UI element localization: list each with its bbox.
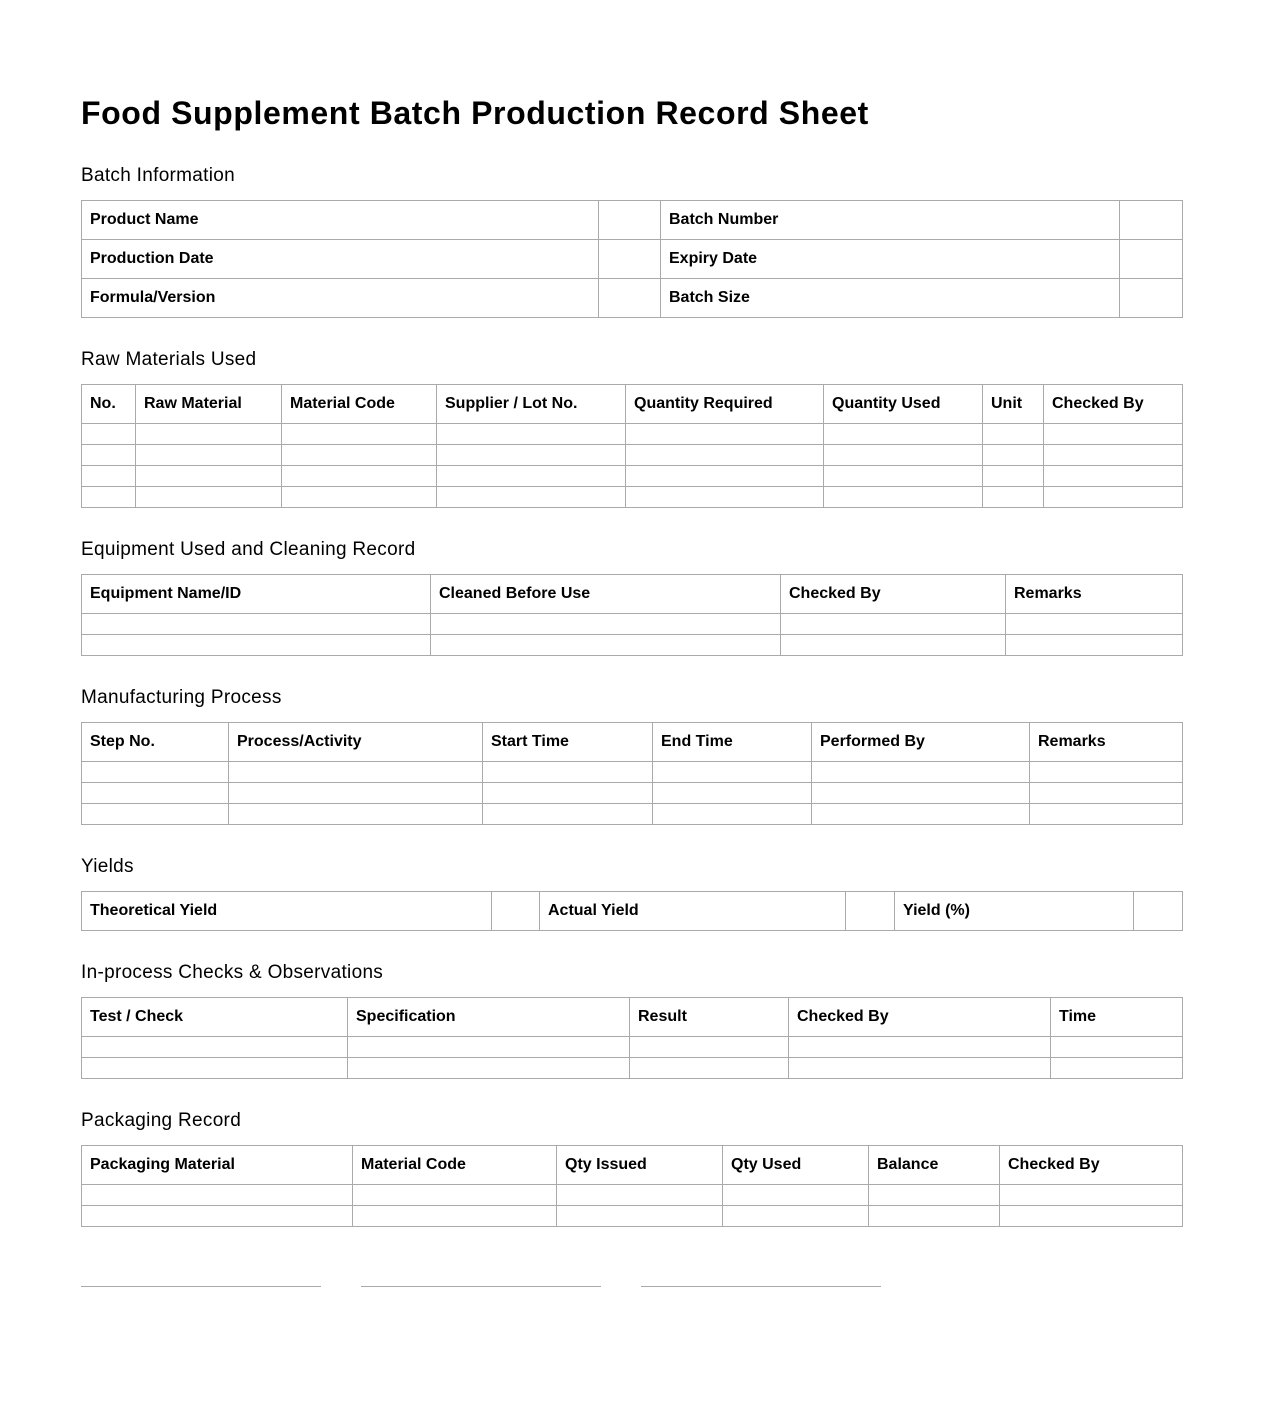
manufacturing-process-table — [81, 722, 1183, 825]
table-cell[interactable] — [983, 487, 1044, 508]
column-header: Quantity Required — [626, 385, 824, 424]
table-row — [82, 279, 1183, 318]
column-header: Unit — [983, 385, 1044, 424]
table-cell[interactable] — [82, 1037, 348, 1058]
table-cell[interactable] — [82, 1185, 353, 1206]
field-label-production-date: Production Date — [82, 240, 599, 279]
field-value-production-date[interactable] — [599, 240, 661, 279]
table-row — [82, 892, 1183, 931]
section-title-yields: Yields — [81, 856, 134, 877]
table-cell[interactable] — [869, 1206, 1000, 1227]
raw-materials-table — [81, 384, 1183, 508]
table-cell[interactable] — [1006, 635, 1183, 656]
table-cell[interactable] — [82, 783, 229, 804]
table-row — [82, 240, 1183, 279]
table-cell[interactable] — [653, 804, 812, 825]
table-row — [82, 487, 1183, 508]
field-label-actual-yield: Actual Yield — [540, 892, 846, 931]
table-cell[interactable] — [626, 487, 824, 508]
column-header: Process/Activity — [229, 723, 483, 762]
table-row — [82, 614, 1183, 635]
table-header-row — [82, 1146, 1183, 1185]
table-header-row — [82, 723, 1183, 762]
table-cell[interactable] — [1044, 445, 1183, 466]
table-cell[interactable] — [136, 466, 282, 487]
table-cell[interactable] — [789, 1037, 1051, 1058]
field-label-product-name: Product Name — [82, 201, 599, 240]
table-cell[interactable] — [483, 762, 653, 783]
table-cell[interactable] — [82, 635, 431, 656]
table-cell[interactable] — [557, 1185, 723, 1206]
table-row — [82, 1037, 1183, 1058]
table-row — [82, 466, 1183, 487]
table-cell[interactable] — [824, 424, 983, 445]
table-cell[interactable] — [82, 466, 136, 487]
column-header: No. — [82, 385, 136, 424]
table-cell[interactable] — [812, 783, 1030, 804]
signature-line-1[interactable] — [81, 1286, 321, 1287]
table-cell[interactable] — [1044, 487, 1183, 508]
table-cell[interactable] — [781, 635, 1006, 656]
field-value-batch-size[interactable] — [1120, 279, 1183, 318]
table-cell[interactable] — [557, 1206, 723, 1227]
column-header: Checked By — [1044, 385, 1183, 424]
column-header: Cleaned Before Use — [431, 575, 781, 614]
table-cell[interactable] — [437, 445, 626, 466]
table-row — [82, 762, 1183, 783]
column-header: Time — [1051, 998, 1183, 1037]
table-row — [82, 201, 1183, 240]
column-header: Checked By — [1000, 1146, 1183, 1185]
table-cell[interactable] — [983, 466, 1044, 487]
table-cell[interactable] — [82, 804, 229, 825]
table-cell[interactable] — [1000, 1185, 1183, 1206]
equipment-table — [81, 574, 1183, 656]
field-label-theoretical-yield: Theoretical Yield — [82, 892, 492, 931]
column-header: Raw Material — [136, 385, 282, 424]
section-title-packaging-record: Packaging Record — [81, 1110, 242, 1131]
table-row — [82, 1206, 1183, 1227]
table-cell[interactable] — [282, 445, 437, 466]
table-cell[interactable] — [626, 424, 824, 445]
table-cell[interactable] — [348, 1037, 630, 1058]
table-cell[interactable] — [136, 424, 282, 445]
column-header: Checked By — [789, 998, 1051, 1037]
field-value-theoretical-yield[interactable] — [492, 892, 540, 931]
column-header: Specification — [348, 998, 630, 1037]
field-label-batch-number: Batch Number — [661, 201, 1120, 240]
table-header-row — [82, 998, 1183, 1037]
column-header: Remarks — [1006, 575, 1183, 614]
packaging-record-table — [81, 1145, 1183, 1227]
table-cell[interactable] — [437, 466, 626, 487]
table-cell[interactable] — [82, 424, 136, 445]
table-cell[interactable] — [869, 1185, 1000, 1206]
table-cell[interactable] — [653, 762, 812, 783]
column-header: Checked By — [781, 575, 1006, 614]
table-cell[interactable] — [723, 1185, 869, 1206]
in-process-checks-table — [81, 997, 1183, 1079]
signature-line-2[interactable] — [361, 1286, 601, 1287]
table-cell[interactable] — [82, 1206, 353, 1227]
table-cell[interactable] — [431, 614, 781, 635]
column-header: Remarks — [1030, 723, 1183, 762]
section-title-equipment: Equipment Used and Cleaning Record — [81, 539, 416, 560]
table-cell[interactable] — [824, 466, 983, 487]
table-cell[interactable] — [781, 614, 1006, 635]
table-cell[interactable] — [1044, 466, 1183, 487]
table-cell[interactable] — [653, 783, 812, 804]
section-title-batch-information: Batch Information — [81, 165, 236, 186]
field-value-yield-percent[interactable] — [1134, 892, 1183, 931]
column-header: Material Code — [353, 1146, 557, 1185]
column-header: End Time — [653, 723, 812, 762]
table-cell[interactable] — [983, 424, 1044, 445]
table-cell[interactable] — [431, 635, 781, 656]
table-row — [82, 1185, 1183, 1206]
column-header: Qty Issued — [557, 1146, 723, 1185]
table-row — [82, 1058, 1183, 1079]
table-cell[interactable] — [1044, 424, 1183, 445]
table-cell[interactable] — [282, 487, 437, 508]
batch-information-table — [81, 200, 1183, 318]
section-title-manufacturing-process: Manufacturing Process — [81, 687, 282, 708]
table-cell[interactable] — [136, 445, 282, 466]
field-value-expiry-date[interactable] — [1120, 240, 1183, 279]
table-cell[interactable] — [789, 1058, 1051, 1079]
column-header: Start Time — [483, 723, 653, 762]
yields-table — [81, 891, 1183, 931]
table-cell[interactable] — [626, 466, 824, 487]
field-value-batch-number[interactable] — [1120, 201, 1183, 240]
table-row — [82, 635, 1183, 656]
table-cell[interactable] — [1000, 1206, 1183, 1227]
signature-line-3[interactable] — [641, 1286, 881, 1287]
table-cell[interactable] — [437, 487, 626, 508]
section-title-in-process-checks: In-process Checks & Observations — [81, 962, 384, 983]
table-cell[interactable] — [626, 445, 824, 466]
field-value-product-name[interactable] — [599, 201, 661, 240]
table-cell[interactable] — [82, 614, 431, 635]
column-header: Balance — [869, 1146, 1000, 1185]
table-cell[interactable] — [282, 466, 437, 487]
table-header-row — [82, 385, 1183, 424]
table-cell[interactable] — [483, 783, 653, 804]
column-header: Quantity Used — [824, 385, 983, 424]
column-header: Step No. — [82, 723, 229, 762]
field-label-batch-size: Batch Size — [661, 279, 1120, 318]
column-header: Equipment Name/ID — [82, 575, 431, 614]
table-cell[interactable] — [1030, 762, 1183, 783]
table-cell[interactable] — [82, 1058, 348, 1079]
table-cell[interactable] — [82, 762, 229, 783]
table-cell[interactable] — [229, 762, 483, 783]
table-cell[interactable] — [82, 445, 136, 466]
column-header: Supplier / Lot No. — [437, 385, 626, 424]
table-cell[interactable] — [824, 445, 983, 466]
column-header: Performed By — [812, 723, 1030, 762]
column-header: Packaging Material — [82, 1146, 353, 1185]
table-cell[interactable] — [437, 424, 626, 445]
table-cell[interactable] — [1051, 1037, 1183, 1058]
table-cell[interactable] — [1006, 614, 1183, 635]
table-row — [82, 445, 1183, 466]
table-cell[interactable] — [229, 783, 483, 804]
table-cell[interactable] — [1030, 804, 1183, 825]
table-cell[interactable] — [1030, 783, 1183, 804]
column-header: Qty Used — [723, 1146, 869, 1185]
table-cell[interactable] — [282, 424, 437, 445]
table-cell[interactable] — [82, 487, 136, 508]
table-cell[interactable] — [812, 762, 1030, 783]
table-cell[interactable] — [1051, 1058, 1183, 1079]
field-label-formula-version: Formula/Version — [82, 279, 599, 318]
page-title: Food Supplement Batch Production Record Sheet — [81, 95, 869, 131]
table-cell[interactable] — [483, 804, 653, 825]
table-cell[interactable] — [983, 445, 1044, 466]
table-header-row — [82, 575, 1183, 614]
table-row — [82, 783, 1183, 804]
table-cell[interactable] — [229, 804, 483, 825]
column-header: Test / Check — [82, 998, 348, 1037]
field-value-formula-version[interactable] — [599, 279, 661, 318]
column-header: Material Code — [282, 385, 437, 424]
section-title-raw-materials: Raw Materials Used — [81, 349, 257, 370]
field-label-expiry-date: Expiry Date — [661, 240, 1120, 279]
table-cell[interactable] — [630, 1058, 789, 1079]
table-cell[interactable] — [824, 487, 983, 508]
field-value-actual-yield[interactable] — [846, 892, 895, 931]
table-cell[interactable] — [723, 1206, 869, 1227]
table-cell[interactable] — [353, 1206, 557, 1227]
table-cell[interactable] — [812, 804, 1030, 825]
column-header: Result — [630, 998, 789, 1037]
table-cell[interactable] — [348, 1058, 630, 1079]
table-cell[interactable] — [353, 1185, 557, 1206]
table-row — [82, 804, 1183, 825]
table-cell[interactable] — [136, 487, 282, 508]
table-cell[interactable] — [630, 1037, 789, 1058]
field-label-yield-percent: Yield (%) — [895, 892, 1134, 931]
table-row — [82, 424, 1183, 445]
